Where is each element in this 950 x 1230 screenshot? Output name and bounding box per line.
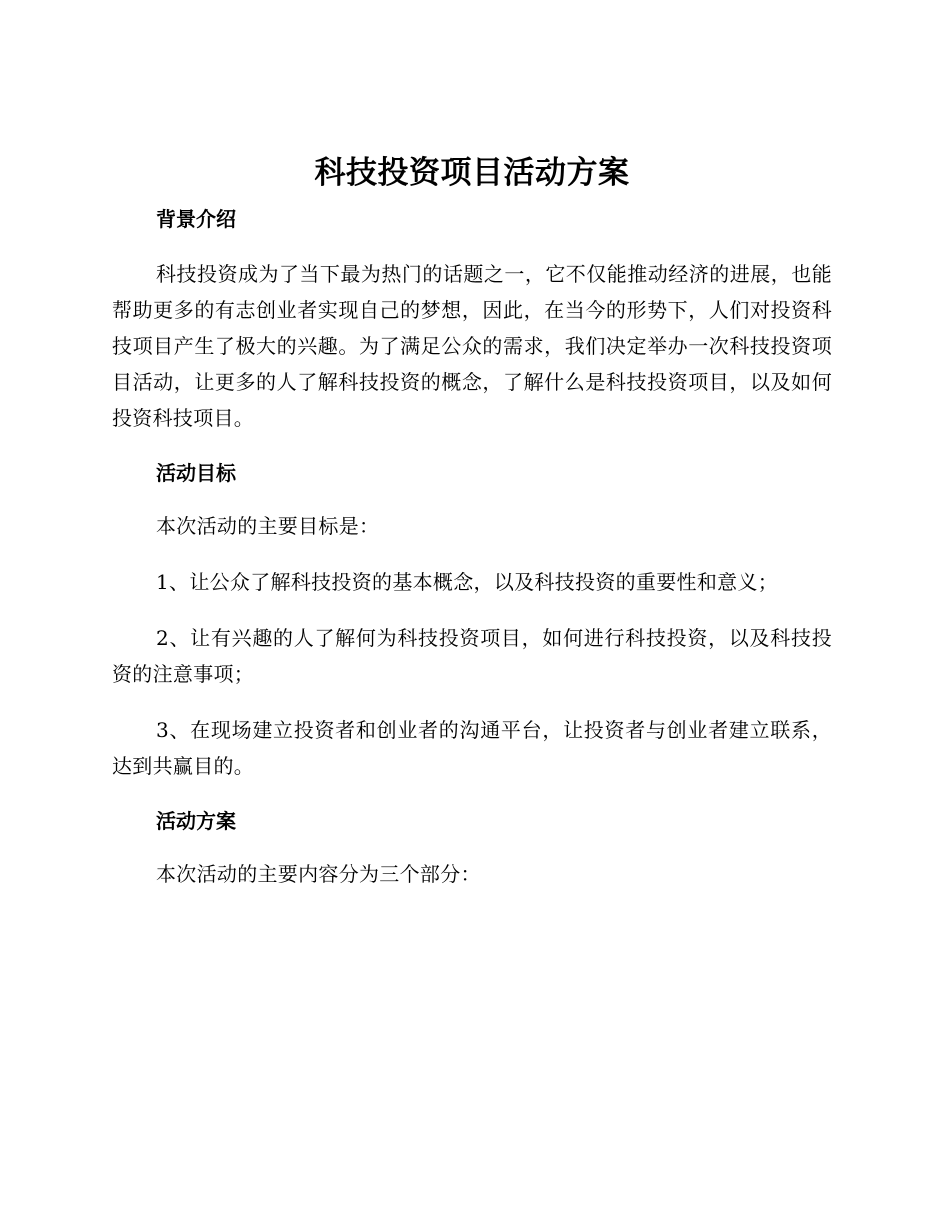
plan-intro: 本次活动的主要内容分为三个部分： bbox=[156, 862, 481, 886]
goals-intro: 本次活动的主要目标是： bbox=[156, 514, 380, 538]
background-paragraph: 科技投资成为了当下最为热门的话题之一，它不仅能推动经济的进展，也能帮助更多的有志创业者实现自己的梦想，因此，在当今的形势下，人们对投资科技项目产生了极大的兴趣。为了满足公众的需求，我们决定举办一次科技投资项目活动，让更多的人了解科技投资的概念，了解什么是科技投资项目，以及如何投资科技项目。 bbox=[112, 262, 832, 430]
document-title: 科技投资项目活动方案 bbox=[314, 155, 630, 191]
goal-item-1: 1、让公众了解科技投资的基本概念，以及科技投资的重要性和意义； bbox=[156, 570, 779, 594]
goal-item-2: 2、让有兴趣的人了解何为科技投资项目，如何进行科技投资，以及科技投资的注意事项； bbox=[112, 626, 832, 686]
section-heading-background: 背景介绍 bbox=[156, 207, 236, 231]
section-heading-goals: 活动目标 bbox=[156, 461, 236, 485]
goal-item-3: 3、在现场建立投资者和创业者的沟通平台，让投资者与创业者建立联系，达到共赢目的。 bbox=[112, 718, 832, 778]
section-heading-plan: 活动方案 bbox=[156, 809, 236, 833]
